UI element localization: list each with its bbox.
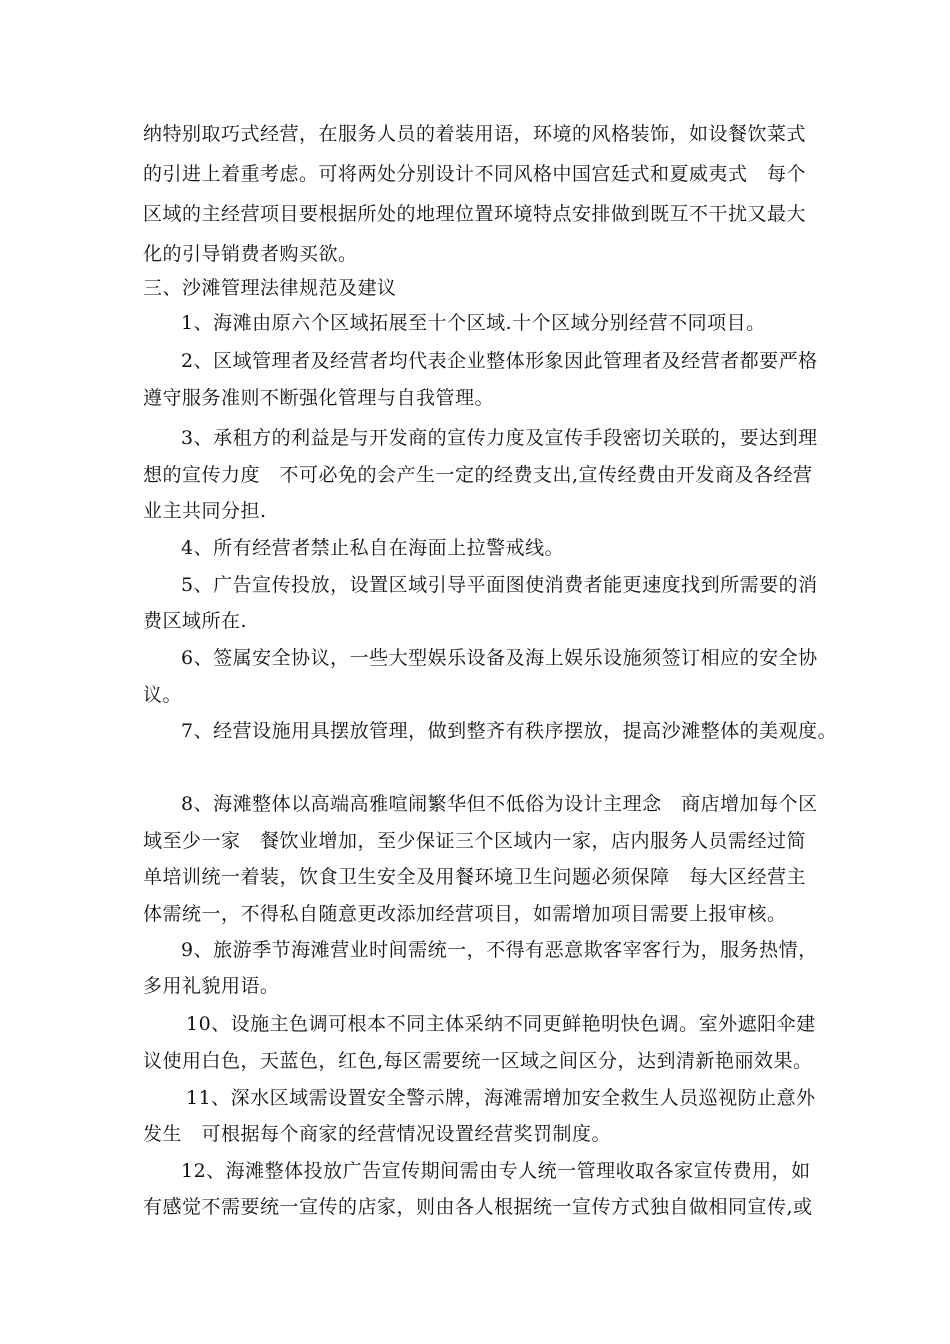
text-line: 6、签属安全协议，一些大型娱乐设备及海上娱乐设施须签订相应的安全协 xyxy=(181,647,818,669)
text-line: 8、海滩整体以高端高雅喧闹繁华但不低俗为设计主理念 商店增加每个区 xyxy=(181,793,818,815)
text-line: 4、所有经营者禁止私自在海面上拉警戒线。 xyxy=(181,537,565,559)
text-line: 11、深水区域需设置安全警示牌，海滩需增加安全救生人员巡视防止意外 xyxy=(186,1087,816,1109)
text-line: 1、海滩由原六个区域拓展至十个区域.十个区域分别经营不同项目。 xyxy=(181,312,766,334)
text-line: 议。 xyxy=(143,684,183,706)
text-line: 3、承租方的利益是与开发商的宣传力度及宣传手段密切关联的，要达到理 xyxy=(181,427,818,449)
text-line: 体需统一，不得私自随意更改添加经营项目，如需增加项目需要上报审核。 xyxy=(143,903,787,925)
text-line: 单培训统一着装，饮食卫生安全及用餐环境卫生问题必须保障 每大区经营主 xyxy=(143,866,807,888)
text-line: 区域的主经营项目要根据所处的地理位置环境特点安排做到既互不干扰又最大 xyxy=(143,203,807,225)
text-line: 的引进上着重考虑。可将两处分别设计不同风格中国宫廷式和夏威夷式 每个 xyxy=(143,163,807,185)
text-line: 发生 可根据每个商家的经营情况设置经营奖罚制度。 xyxy=(143,1123,612,1145)
text-line: 2、区域管理者及经营者均代表企业整体形象因此管理者及经营者都要严格 xyxy=(181,350,818,372)
text-line: 多用礼貌用语。 xyxy=(143,975,280,997)
text-line: 域至少一家 餐饮业增加，至少保证三个区域内一家，店内服务人员需经过简 xyxy=(143,830,807,852)
text-line: 想的宣传力度 不可必免的会产生一定的经费支出,宣传经费由开发商及各经营 xyxy=(143,464,813,486)
text-line: 遵守服务准则不断强化管理与自我管理。 xyxy=(143,387,495,409)
text-line: 5、广告宣传投放，设置区域引导平面图使消费者能更速度找到所需要的消 xyxy=(181,574,818,596)
text-line: 12、海滩整体投放广告宣传期间需由专人统一管理收取各家宣传费用，如 xyxy=(181,1160,811,1182)
text-line: 化的引导销费者购买欲。 xyxy=(143,243,358,265)
text-line: 有感觉不需要统一宣传的店家，则由各人根据统一宣传方式独自做相同宣传,或 xyxy=(143,1196,813,1218)
text-line: 费区域所在. xyxy=(143,610,248,632)
section-heading: 三、沙滩管理法律规范及建议 xyxy=(143,277,397,299)
text-line: 纳特别取巧式经营，在服务人员的着装用语，环境的风格装饰，如设餐饮菜式 xyxy=(143,123,807,145)
text-line: 10、设施主色调可根本不同主体采纳不同更鲜艳明快色调。室外遮阳伞建 xyxy=(186,1013,816,1035)
text-line: 业主共同分担. xyxy=(143,500,267,522)
text-line: 9、旅游季节海滩营业时间需统一，不得有恶意欺客宰客行为，服务热情， xyxy=(181,939,818,961)
text-line: 7、经营设施用具摆放管理，做到整齐有秩序摆放，提高沙滩整体的美观度。 xyxy=(181,720,838,742)
text-line: 议使用白色，天蓝色，红色,每区需要统一区域之间区分，达到清新艳丽效果。 xyxy=(143,1050,813,1072)
